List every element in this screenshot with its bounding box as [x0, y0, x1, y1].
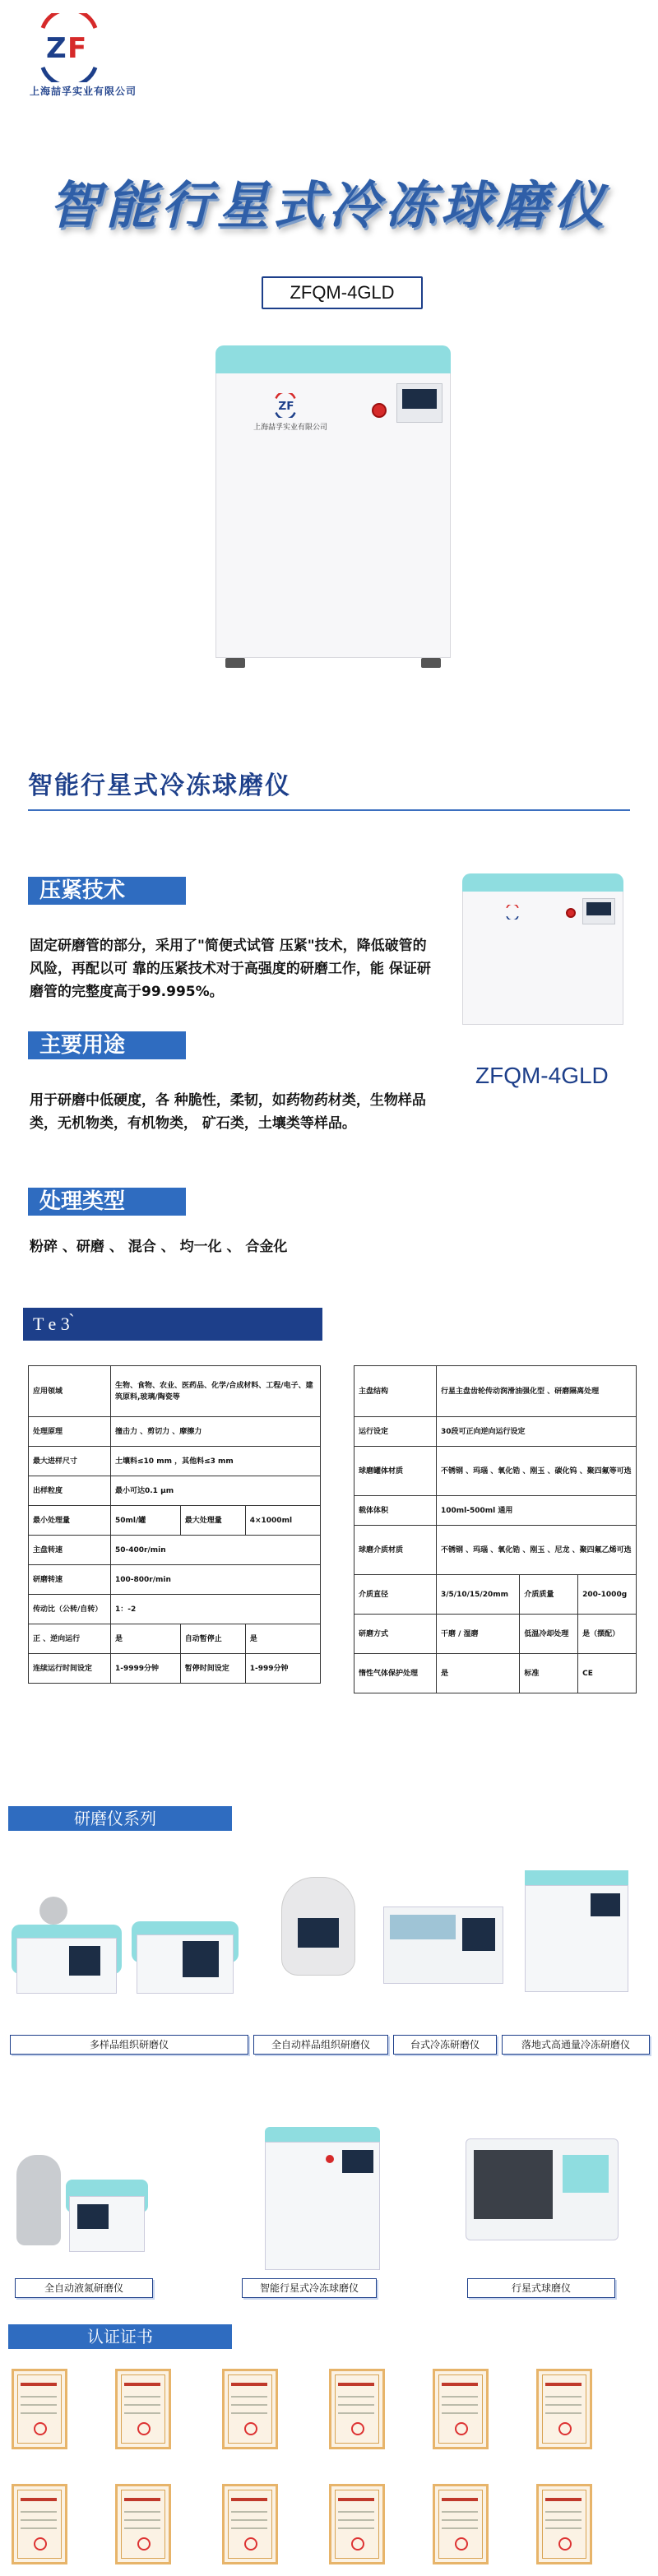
table-row: 研磨转速 100-800r/min [29, 1565, 321, 1595]
certificate-image [115, 2484, 171, 2564]
table-row: 介质直径 3/5/10/15/20mm 介质质量 200-1000g [354, 1575, 637, 1615]
product-image [466, 2138, 619, 2244]
table-row: 研磨方式 干磨 / 湿磨 低温冷却处理 是（摆配） [354, 1615, 637, 1654]
side-logo-icon [505, 905, 520, 920]
table-row: 最小处理量 50ml/罐 最大处理量 4×1000ml [29, 1506, 321, 1536]
series-tag-label: 研磨仪系列 [74, 1809, 156, 1828]
cert-tag-label: 认证证书 [87, 2327, 153, 2347]
certificate-image [536, 2369, 592, 2449]
series-tag [8, 1806, 232, 1831]
table-row: 球磨介质材质 不锈钢 、玛瑙 、氧化锆 、刚玉 、尼龙 、聚四氟乙烯可选 [354, 1526, 637, 1575]
product-image [383, 1890, 503, 1992]
svg-text:F: F [67, 32, 87, 65]
table-row: 主盘转速 50-400r/min [29, 1536, 321, 1565]
certificate-image [115, 2369, 171, 2449]
spec-banner: T e 3 ̀ [23, 1308, 322, 1341]
table-row: 运行设定 30段可正向逆向运行设定 [354, 1417, 637, 1447]
company-logo [30, 13, 194, 98]
spec-table-left [28, 1365, 321, 1684]
table-row: 主盘结构 行星主盘齿轮传动润滑油强化型 、研磨隔离处理 [354, 1366, 637, 1417]
certificate-image [536, 2484, 592, 2564]
side-model-text: ZFQM-4GLD [475, 1063, 609, 1088]
product-label: 智能行星式冷冻球磨仪 [242, 2278, 377, 2298]
label-main-use: 主要用途 [28, 1031, 186, 1059]
main-use-text: 用于研磨中低硬度，各 种脆性，柔韧，如药物药材类，生物样品类，无机物类，有机物类， 矿石类，土壤类等样品。 [30, 1092, 426, 1132]
logo-icon [35, 13, 104, 82]
certificate-image [12, 2484, 67, 2564]
hero-machine-image [215, 345, 451, 666]
product-image [132, 1892, 239, 1999]
certificate-image [222, 2369, 278, 2449]
spec-table-right [354, 1365, 637, 1693]
product-label: 落地式高通量冷冻研磨仪 [502, 2035, 650, 2055]
label-compression-tech: 压紧技术 [28, 877, 186, 905]
product-label: 多样品组织研磨仪 [10, 2035, 248, 2055]
table-row: 出样粒度 最小可达0.1 μm [29, 1476, 321, 1506]
machine-control-panel [396, 383, 443, 423]
table-row: 应用领域 生物、食物、农业、医药品、化学/合成材料、工程/电子、建筑原料,玻璃/陶瓷等 [29, 1366, 321, 1417]
table-row: 最大进样尺寸 土壤料≤10 mm ，其他料≤3 mm [29, 1447, 321, 1476]
certificate-image [329, 2484, 385, 2564]
machine-logo-icon [273, 393, 298, 418]
certificate-image [329, 2369, 385, 2449]
hero-model-box: ZFQM-4GLD [262, 276, 423, 309]
certificate-image [222, 2484, 278, 2564]
section-divider [28, 809, 630, 811]
table-row: 处理原理 撞击力 、剪切力 、摩擦力 [29, 1417, 321, 1447]
compression-tech-text: 固定研磨管的部分，采用了"简便式试管 压紧"技术，降低破管的风险，再配以可 靠的压紧技术对于高强度的研磨工作，能 保证研磨管的完整度高于99.995%。 [30, 938, 431, 1000]
product-label: 全自动液氮研磨仪 [15, 2278, 153, 2298]
table-row: 载体体积 100ml-500ml 通用 [354, 1496, 637, 1526]
table-row: 传动比（公转/自转） 1：-2 [29, 1595, 321, 1624]
certificate-image [433, 2484, 489, 2564]
product-label: 全自动样品组织研磨仪 [253, 2035, 388, 2055]
machine-stop-button [372, 403, 387, 418]
product-image [12, 1892, 122, 1999]
hero-title: 智能行星式冷冻球磨仪 [49, 175, 609, 235]
product-image [13, 2130, 148, 2270]
product-image [525, 1870, 628, 1994]
product-image [273, 1869, 364, 1992]
product-image [265, 2127, 380, 2275]
table-row: 正 、逆向运行 是 自动暂停止 是 [29, 1624, 321, 1654]
certificate-image [433, 2369, 489, 2449]
process-type-text: 粉碎 、研磨 、 混合 、 均一化 、 合金化 [30, 1239, 288, 1255]
product-label: 台式冷冻研磨仪 [393, 2035, 497, 2055]
section-title: 智能行星式冷冻球磨仪 [28, 771, 291, 800]
product-label: 行星式球磨仪 [467, 2278, 615, 2298]
table-row: 球磨罐体材质 不锈钢 、玛瑙 、氧化锆 、刚玉 、碳化钨 、聚四氟等可选 [354, 1447, 637, 1496]
side-stop-button [566, 908, 576, 918]
table-row: 惰性气体保护处理 是 标准 CE [354, 1654, 637, 1693]
label-process-type: 处理类型 [28, 1188, 186, 1216]
cert-tag [8, 2324, 232, 2349]
machine-brand-label: 上海喆孚实业有限公司 [253, 424, 328, 432]
table-row: 连续运行时间设定 1-9999分钟 暂停时间设定 1-999分钟 [29, 1654, 321, 1684]
svg-text:Z: Z [46, 32, 67, 65]
company-name: 上海喆孚实业有限公司 [30, 86, 137, 97]
side-machine-image [462, 873, 623, 1030]
svg-text:ZF: ZF [278, 400, 294, 413]
certificate-image [12, 2369, 67, 2449]
